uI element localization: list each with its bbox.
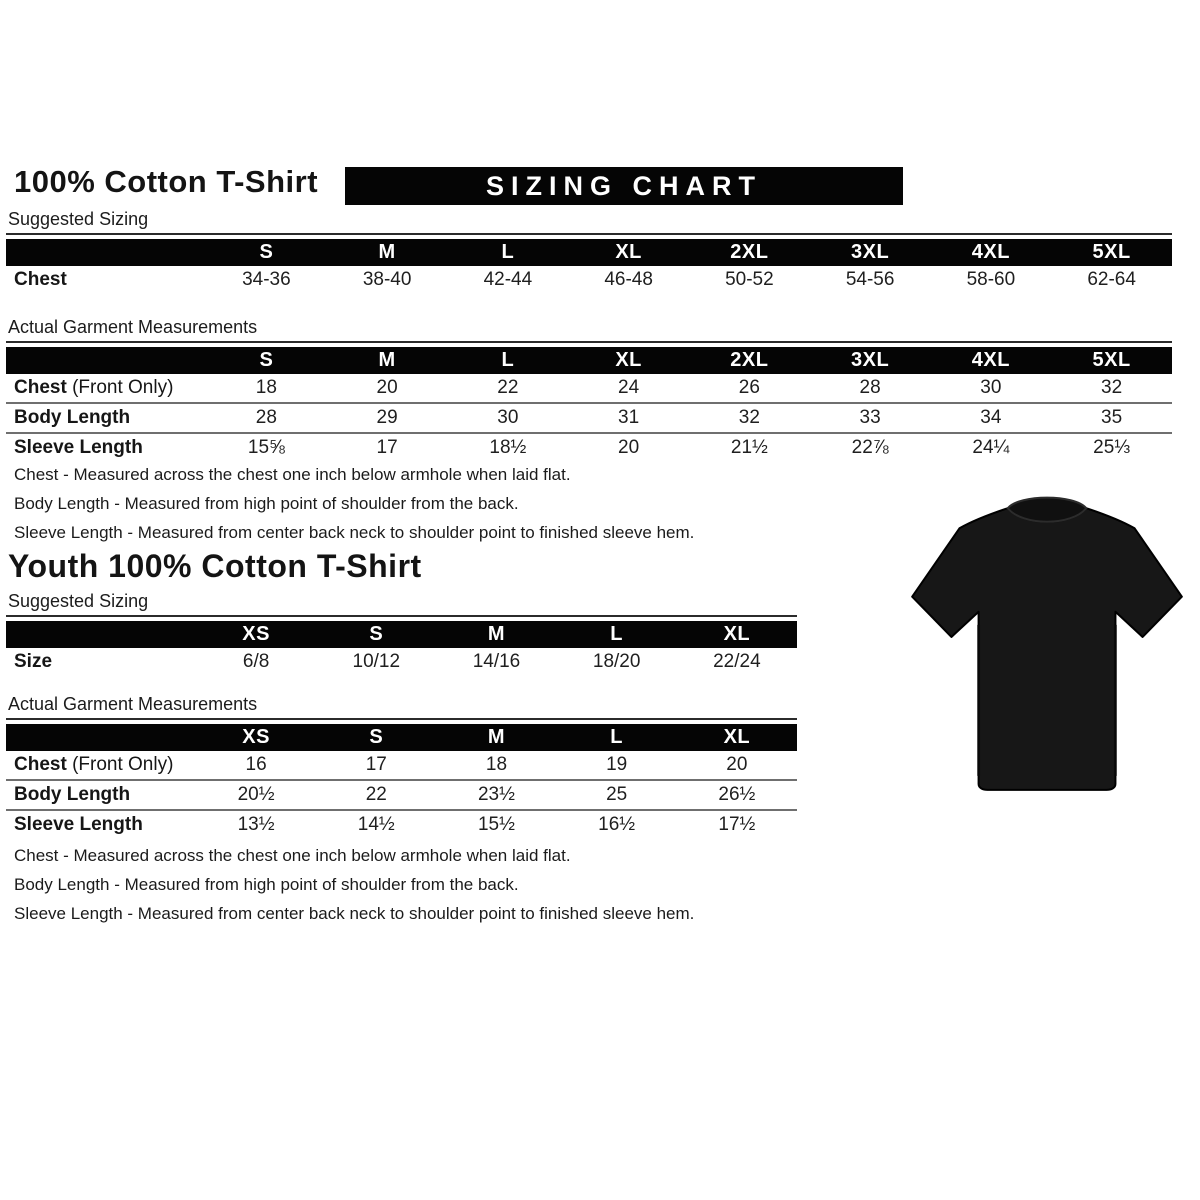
measurement-cell: 33 xyxy=(810,403,931,433)
row-label: Chest xyxy=(14,269,67,290)
note-chest: Chest - Measured across the chest one inch below armhole when laid flat. xyxy=(14,846,571,865)
note-sleeve-length: Sleeve Length - Measured from center back neck to shoulder point to finished sleeve hem. xyxy=(14,523,695,542)
size-column-header: XS xyxy=(196,621,316,648)
measurement-cell: 13½ xyxy=(196,810,316,839)
measurement-cell: 16½ xyxy=(557,810,677,839)
measurement-cell: 25 xyxy=(557,780,677,810)
measurement-cell: 24¼ xyxy=(931,433,1052,462)
measurement-cell: 15⅝ xyxy=(206,433,327,462)
measurement-cell: 34-36 xyxy=(242,269,291,290)
measurement-cell: 15½ xyxy=(436,810,556,839)
youth-suggested-table xyxy=(6,621,797,676)
measurement-cell: 17 xyxy=(365,754,387,775)
adult-notes xyxy=(14,460,694,547)
row-label: Chest (Front Only) xyxy=(14,754,174,775)
table-corner xyxy=(6,239,206,266)
measurement-cell: 22 xyxy=(316,780,436,810)
row-label: Size xyxy=(14,651,53,672)
table-row xyxy=(6,780,797,810)
youth-measurements-table xyxy=(6,724,797,839)
note-sleeve-length: Sleeve Length - Measured from center back neck to shoulder point to finished sleeve hem. xyxy=(14,904,695,923)
adult-suggested-table xyxy=(6,239,1172,294)
size-column-header: M xyxy=(327,347,448,374)
sizing-chart-banner: SIZING CHART xyxy=(345,167,903,205)
measurement-cell: 18/20 xyxy=(592,651,641,672)
adult-section-title: 100% Cotton T-Shirt xyxy=(14,164,319,199)
size-column-header: 3XL xyxy=(810,239,931,266)
size-column-header: M xyxy=(436,724,556,751)
size-column-header: M xyxy=(436,621,556,648)
size-table xyxy=(6,621,797,676)
youth-notes xyxy=(14,841,694,928)
adult-suggested-heading: Suggested Sizing xyxy=(6,209,1172,235)
size-column-header: XL xyxy=(568,239,689,266)
size-column-header: 4XL xyxy=(931,239,1052,266)
measurement-cell: 20½ xyxy=(196,780,316,810)
size-column-header: L xyxy=(448,347,569,374)
measurement-cell: 21½ xyxy=(689,433,810,462)
size-column-header: XL xyxy=(677,724,797,751)
size-column-header: L xyxy=(557,621,677,648)
size-column-header: 5XL xyxy=(1051,347,1172,374)
measurement-cell: 31 xyxy=(568,403,689,433)
measurement-cell: 14½ xyxy=(316,810,436,839)
measurement-cell: 16 xyxy=(245,754,267,775)
youth-measurements-block xyxy=(6,694,797,839)
table-corner xyxy=(6,724,196,751)
row-label: Body Length xyxy=(6,780,196,810)
row-label: Sleeve Length xyxy=(6,433,206,462)
measurement-cell: 30 xyxy=(980,377,1002,398)
size-column-header: 5XL xyxy=(1051,239,1172,266)
measurement-cell: 18½ xyxy=(448,433,569,462)
table-row xyxy=(6,810,797,839)
measurement-cell: 17 xyxy=(327,433,448,462)
size-column-header: L xyxy=(448,239,569,266)
table-row xyxy=(6,374,1172,403)
note-chest: Chest - Measured across the chest one inch below armhole when laid flat. xyxy=(14,465,571,484)
youth-suggested-sizing-block xyxy=(6,591,797,676)
measurement-cell: 35 xyxy=(1051,403,1172,433)
measurement-cell: 34 xyxy=(931,403,1052,433)
measurement-cell: 22 xyxy=(497,377,519,398)
measurement-cell: 26½ xyxy=(677,780,797,810)
measurement-cell: 10/12 xyxy=(352,651,401,672)
size-table xyxy=(6,724,797,839)
size-column-header: XS xyxy=(196,724,316,751)
measurement-cell: 54-56 xyxy=(845,269,895,290)
measurement-cell: 19 xyxy=(606,754,628,775)
measurement-cell: 46-48 xyxy=(604,269,653,290)
youth-section-title: Youth 100% Cotton T-Shirt xyxy=(8,548,422,584)
measurement-cell: 23½ xyxy=(436,780,556,810)
measurement-cell: 38-40 xyxy=(362,269,412,290)
adult-suggested-sizing-block xyxy=(6,209,1172,294)
adult-measurements-heading: Actual Garment Measurements xyxy=(6,317,1172,343)
measurement-cell: 20 xyxy=(568,433,689,462)
note-body-length: Body Length - Measured from high point of shoulder from the back. xyxy=(14,494,519,513)
measurement-cell: 6/8 xyxy=(242,651,270,672)
table-row xyxy=(6,403,1172,433)
measurement-cell: 26 xyxy=(738,377,760,398)
table-row xyxy=(6,433,1172,462)
measurement-cell: 22⅞ xyxy=(810,433,931,462)
size-column-header: M xyxy=(327,239,448,266)
measurement-cell: 32 xyxy=(1101,377,1123,398)
measurement-cell: 42-44 xyxy=(483,269,533,290)
size-table xyxy=(6,347,1172,462)
size-column-header: S xyxy=(206,239,327,266)
table-corner xyxy=(6,621,196,648)
measurement-cell: 50-52 xyxy=(725,269,774,290)
measurement-cell: 14/16 xyxy=(472,651,521,672)
size-column-header: 3XL xyxy=(810,347,931,374)
table-row xyxy=(6,648,797,676)
adult-measurements-table xyxy=(6,347,1172,462)
measurement-cell: 28 xyxy=(859,377,881,398)
size-column-header: XL xyxy=(677,621,797,648)
tshirt-image xyxy=(896,484,1194,806)
row-label: Body Length xyxy=(6,403,206,433)
row-label: Sleeve Length xyxy=(6,810,196,839)
table-row xyxy=(6,266,1172,294)
measurement-cell: 29 xyxy=(327,403,448,433)
measurement-cell: 24 xyxy=(618,377,640,398)
size-column-header: XL xyxy=(568,347,689,374)
size-table xyxy=(6,239,1172,294)
size-column-header: 2XL xyxy=(689,239,810,266)
measurement-cell: 22/24 xyxy=(713,651,761,672)
table-corner xyxy=(6,347,206,374)
measurement-cell: 58-60 xyxy=(966,269,1016,290)
measurement-cell: 18 xyxy=(255,377,277,398)
table-row xyxy=(6,751,797,780)
size-column-header: S xyxy=(316,621,436,648)
row-label: Chest (Front Only) xyxy=(14,377,174,398)
measurement-cell: 28 xyxy=(206,403,327,433)
measurement-cell: 25⅓ xyxy=(1051,433,1172,462)
measurement-cell: 30 xyxy=(448,403,569,433)
adult-measurements-block xyxy=(6,317,1172,462)
size-column-header: 2XL xyxy=(689,347,810,374)
measurement-cell: 32 xyxy=(689,403,810,433)
size-column-header: S xyxy=(206,347,327,374)
size-column-header: S xyxy=(316,724,436,751)
measurement-cell: 17½ xyxy=(677,810,797,839)
note-body-length: Body Length - Measured from high point of shoulder from the back. xyxy=(14,875,519,894)
size-column-header: 4XL xyxy=(931,347,1052,374)
youth-measurements-heading: Actual Garment Measurements xyxy=(6,694,797,720)
youth-suggested-heading: Suggested Sizing xyxy=(6,591,797,617)
measurement-cell: 20 xyxy=(726,754,748,775)
measurement-cell: 62-64 xyxy=(1087,269,1136,290)
measurement-cell: 20 xyxy=(376,377,398,398)
measurement-cell: 18 xyxy=(485,754,508,775)
size-column-header: L xyxy=(557,724,677,751)
